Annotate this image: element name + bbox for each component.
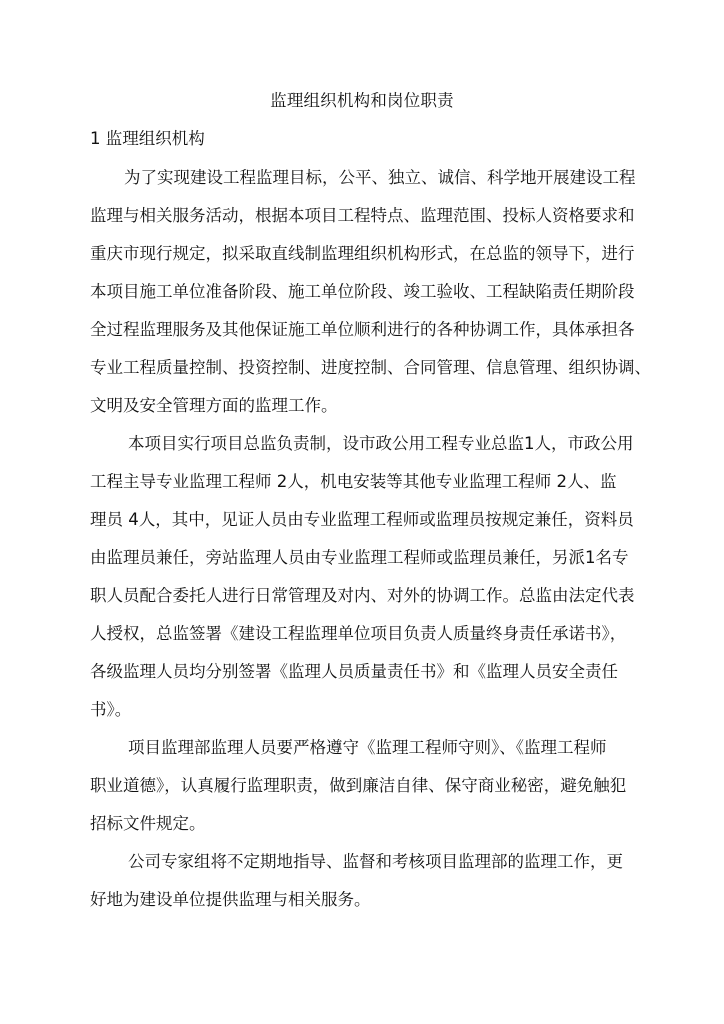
paragraph-3-line-2: 职业道德》，认真履行监理职责，做到廉洁自律、保守商业秘密，避免触犯 xyxy=(90,776,627,795)
section-heading: 1 监理组织机构 xyxy=(90,129,205,148)
paragraph-2-line-3: 理员 4人，其中，见证人员由专业监理工程师或监理员按规定兼任，资料员 xyxy=(90,510,634,529)
document-title: 监理组织机构和岗位职责 xyxy=(270,91,454,110)
paragraph-4-line-1: 公司专家组将不定期地指导、监督和考核项目监理部的监理工作，更 xyxy=(128,852,623,871)
paragraph-2-line-7: 各级监理人员均分别签署《监理人员质量责任书》和《监理人员安全责任 xyxy=(90,662,618,681)
paragraph-2-line-4: 由监理员兼任，旁站监理人员由专业监理工程师或监理员兼任，另派1名专 xyxy=(90,548,629,567)
paragraph-1-line-3: 重庆市现行规定，拟采取直线制监理组织机构形式，在总监的领导下，进行 xyxy=(90,244,635,263)
paragraph-4-line-2: 好地为建设单位提供监理与相关服务。 xyxy=(90,890,371,909)
paragraph-1-line-7: 文明及安全管理方面的监理工作。 xyxy=(90,396,338,415)
paragraph-2-line-1: 本项目实行项目总监负责制，设市政公用工程专业总监1人，市政公用 xyxy=(128,434,634,453)
paragraph-2-line-2: 工程主导专业监理工程师 2人，机电安装等其他专业监理工程师 2人、监 xyxy=(90,472,617,491)
paragraph-1-line-4: 本项目施工单位准备阶段、施工单位阶段、竣工验收、工程缺陷责任期阶段 xyxy=(90,282,635,301)
paragraph-2-line-8: 书》。 xyxy=(90,700,132,719)
paragraph-1-line-6: 专业工程质量控制、投资控制、进度控制、合同管理、信息管理、组织协调、 xyxy=(90,358,651,377)
paragraph-3-line-3: 招标文件规定。 xyxy=(90,814,206,833)
paragraph-2-line-5: 职人员配合委托人进行日常管理及对内、对外的协调工作。总监由法定代表 xyxy=(90,586,635,605)
paragraph-1-line-2: 监理与相关服务活动，根据本项目工程特点、监理范围、投标人资格要求和 xyxy=(90,206,635,225)
paragraph-1-line-1: 为了实现建设工程监理目标，公平、独立、诚信、科学地开展建设工程 xyxy=(124,168,636,187)
paragraph-2-line-6: 人授权，总监签署《建设工程监理单位项目负责人质量终身责任承诺书》， xyxy=(90,624,627,643)
paragraph-1-line-5: 全过程监理服务及其他保证施工单位顺利进行的各种协调工作，具体承担各 xyxy=(90,320,635,339)
paragraph-3-line-1: 项目监理部监理人员要严格遵守《监理工程师守则》、《监理工程师 xyxy=(128,738,607,757)
